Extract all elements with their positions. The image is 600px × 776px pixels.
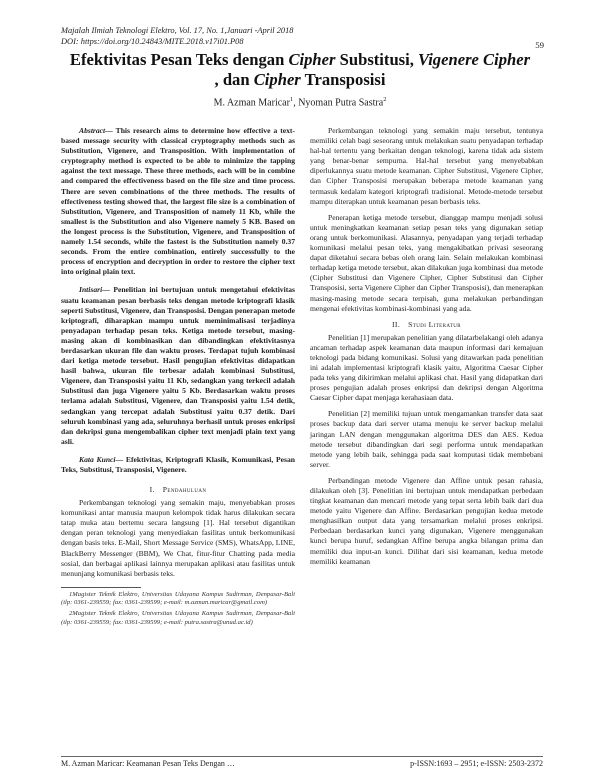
section-1-heading: I. Pendahuluan [149, 485, 207, 495]
right-para-5: Perbandingan metode Vigenere dan Affine untuk pesan rahasia, dilakukan oleh [3]. Penelitian ini bertujuan untuk mendapatkan perbedaan tingkat keamanan dan mencari metode yang tepat serta lebih baik dari dua metode yaitu Vigenere dan Affine. Berdasarkan pengujian kedua metode menghasilkan output data yang tersamarkan melalui proses enkripsi. Perbedaan berdasarkan kunci yang digunakan, Vigenere menggunakan kunci berupa huruf, sedangkan Affine berupa angka bilangan prima dan memiliki dua input-an kunci. Dilihat dari sisi keamanan, kedua metode memiliki keamanan [310, 475, 543, 566]
abstract: Abstract— This research aims to determine how effective a text-based message security with classical cryptography methods such as Substitution, Vigenere, and Transposition. With implementation of cryptography method is expected to be able to minimize the tapping against the text message. These three methods, each will be in combine and compared the effectiveness based on the file size and time process. There are seven combinations of the three methods. The results of effectiveness testing showed that, the largest file size is a combination of Substitution, Vigenere, and Transposition of namely 11 Kb, while the smallest is the Substitution and also Vigenere namely 5 KB. Based on the longest process is the Substitution, Vigenere, and Transposition of namely 1.54 seconds, while the fastest is the Substitution namely 0.37 seconds. From the entire combination, entirely successfully to the process of encryption and decryption in order to restore the cipher text into original plain text. [61, 126, 295, 277]
section-2-heading: II. Studi Literatur [391, 319, 462, 329]
paper-title: Efektivitas Pesan Teks dengan Cipher Substitusi, Vigenere Cipher , dan Cipher Transposisi [69, 50, 531, 89]
journal-header: Majalah Ilmiah Teknologi Elektro, Vol. 17, No. 1,Januari -April 2018 [61, 26, 294, 35]
keywords-label: Kata Kunci [79, 454, 116, 464]
right-column [310, 126, 543, 573]
intisari-label: Intisari [79, 285, 103, 295]
intisari: Intisari— Penelitian ini bertujuan untuk mengetahui efektivitas suatu keamanan pesan berbasis teks dengan metode kriptografi klasik seperti Substitusi, Vigenere, dan Transposisi. Dengan penerapan metode kriptografi, diharapkan mampu untuk meminimalisasi terjadinya penyadapan terhadap pesan teks. Ketiga metode tersebut, masing-masing akan di kombinasikan dan dibandingkan efektivitasnya berdasarkan ukuran file dan waktu proses. Terdapat tujuh kombinasi dari ketiga metode tersebut. Hasil pengujian efektivitas didapatkan hasil bahwa, ukuran file terbesar adalah kombinasi Substitusi, Vigenere, dan Transposisi yaitu 11 Kb, sedangkan yang terkecil adalah Substitusi dan juga Vigenere yaitu 5 Kb. Berdasarkan waktu proses terlama adalah Substitusi, Vigenere, dan Transposisi yaitu 1.54 detik, sedangkan yang tercepat adalah Substitusi yaitu 0.37 detik. Dari seluruh kombinasi yang ada, seluruhnya berhasil untuk proses enkripsi dan dekripsi guna mengembalikan cipher text menjadi plain text yang asli. [61, 285, 295, 446]
left-column [61, 126, 295, 629]
right-para-2: Penerapan ketiga metode tersebut, dianggap mampu menjadi solusi untuk meningkatkan keamanan setiap pesan teks yang digunakan setiap orang untuk berkomunikasi. Alasannya, penyadapan yang terjadi terhadap komunikasi melalui pesan teks, yang mengakibatkan privasi seseorang dapat diketahui secara bebas oleh orang lain. Selain melakukan kombinasi terhadap ketiga metode tersebut, akan dilakukan juga kombinasi dua metode (Cipher Substitusi dan Vigenere Cipher, Cipher Substitusi dan Cipher Transposisi, serta Vigenere Cipher dan Cipher Transposisi), dan menerapkan masing-masing metode secara terpisah, guna melakukan perbandingan mengenai efektivitas kombinasi-kombinasi yang ada. [310, 212, 543, 313]
page-number: 59 [535, 40, 544, 50]
footnote-2: 2Magister Teknik Elektro, Universitas Udayana Kampus Sudirman, Denpasar-Bali (tlp: 0361-239559; fax: 0361-239599; e-mail: putra.sastra@unud.ac.id) [61, 610, 295, 626]
right-para-4: Penelitian [2] memiliki tujuan untuk mengamankan transfer data saat proses backup data dari server utama menuju ke server backup melalui jaringan LAN dengan menggunakan algoritma DES dan AES. Kedua metode tersebut dibandingkan dari segi performa untuk mendapatkan metode yang lebih baik, sehingga pada saat komputasi tidak membebani server. [310, 409, 543, 469]
footnote-divider [61, 587, 141, 588]
author-1: M. Azman Maricar [213, 97, 290, 109]
title-cipher-2: Cipher [253, 70, 301, 89]
doi-link[interactable]: DOI: https://doi.org/10.24843/MITE.2018.v17i01.P08 [61, 37, 244, 46]
author-line: M. Azman Maricar$^1$, Nyoman Putra Sastra$^2$ [213, 96, 387, 109]
footer-running-title: M. Azman Maricar: Keamanan Pesan Teks Dengan … [61, 759, 235, 768]
footer-divider [61, 756, 543, 757]
section-1-para-1: Perkembangan teknologi yang semakin maju, menyebabkan proses komunikasi antar manusia maupun kelompok tidak harus dilakukan secara tatap muka atau bertemu secara langsung [1]. Hal tersebut digantikan dengan peran teknologi yang menyediakan fasilitas untuk berkomunikasi dengan basis teks. E-Mail, Short Message Service (SMS), WhatsApp, LINE, BlackBerry Messenger (BBM), We Chat, fitur-fitur Chatting pada media sosial, dan berbagai aplikasi lainnya merupakan aplikasi atau fasilitas untuk menunjang komunikasi berbasis teks. [61, 498, 295, 578]
author-2: Nyoman Putra Sastra [298, 97, 384, 109]
right-para-3: Penelitian [1] merupakan penelitian yang dilatarbelakangi oleh adanya ancaman terhadap aspek keamanan data maupun informasi dari kemajuan teknologi pada bidang komunikasi. Solusi yang ditawarkan pada penelitian ini adalah implementasi kriptografi klasik yaitu, Algoritma Caesar Cipher pada teks yang dikirimkan melalui aplikasi chat. Hasil yang didapatkan dari proses pengujian adalah proses enkripsi dan dekripsi dengan Algoritma Caesar Cipher dapat menjaga kerahasiaan data. [310, 332, 543, 403]
right-para-1: Perkembangan teknologi yang semakin maju tersebut, tentunya memiliki celah bagi seseorang untuk melakukan suatu penyadapan terhadap hal-hal tertentu yang berkaitan dengan teknologi, karena tidak ada sistem yang benar-benar sempurna. Hal-hal tersebut yang menyebabkan diperlukannya suatu metode keamanan. Cipher Substitusi, Vigenere Cipher, dan Cipher Transposisi merupakan beberapa metode keamanan yang termasuk kedalam kategori kriptografi tradisional. Metode-metode tersebut mampu diterapkan untuk keamanan pesan berbasis teks. [310, 126, 543, 206]
keywords: Kata Kunci— Efektivitas, Kriptografi Klasik, Komunikasi, Pesan Teks, Substitusi, Transposisi, Vigenere. [61, 454, 295, 474]
footnote-1: 1Magister Teknik Elektro, Universitas Udayana Kampus Sudirman, Denpasar-Bali (tlp: 0361-239559; fax: 0361-239599; e-mail: m.azman.maricar@gmail.com) [61, 590, 295, 607]
footer-issn: p-ISSN:1693 – 2951; e-ISSN: 2503-2372 [410, 759, 543, 768]
abstract-label: Abstract [79, 126, 106, 135]
